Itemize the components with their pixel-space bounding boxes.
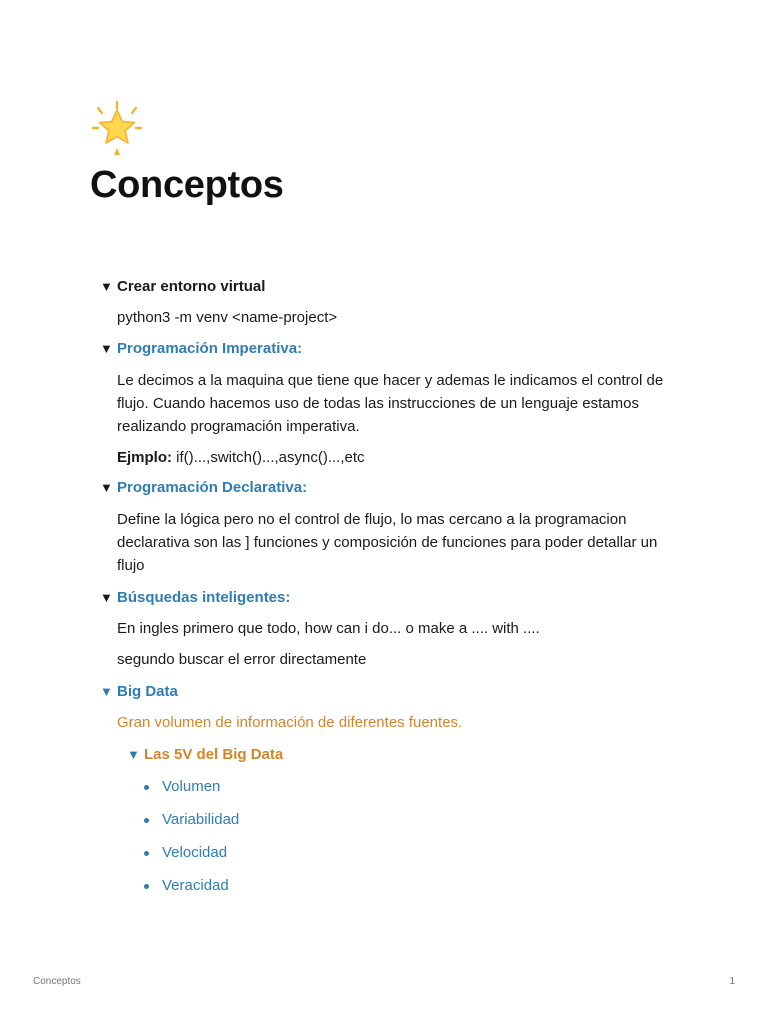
list-item: Variabilidad — [144, 809, 680, 831]
toggle-triangle-icon[interactable]: ▼ — [100, 590, 113, 605]
paragraph: Le decimos a la maquina que tiene que hacer y ademas le indicamos el control de flujo. Cuando hacemos uso de todas las instrucciones de un lenguaje estamos realizando programación imperativa. — [117, 372, 664, 435]
paragraph: segundo buscar el error directamente — [117, 651, 367, 668]
toggle-programacion-declarativa[interactable] — [100, 477, 680, 499]
toggle-title[interactable]: Programación Declarativa: — [117, 479, 308, 496]
toggle-title[interactable]: Crear entorno virtual — [117, 278, 266, 295]
page-title: Conceptos — [90, 164, 284, 206]
toggle-body — [100, 306, 680, 329]
example-label: Ejmplo: — [117, 449, 172, 466]
list-item: Veracidad — [144, 875, 680, 897]
toggle-triangle-icon[interactable]: ▼ — [100, 480, 113, 495]
footer-title: Conceptos — [33, 976, 81, 987]
toggle-triangle-icon[interactable]: ▼ — [100, 279, 113, 294]
toggle-body — [100, 508, 680, 577]
paragraph: Gran volumen de información de diferentes fuentes. — [117, 714, 463, 731]
toggle-crear-entorno-virtual[interactable] — [100, 276, 680, 298]
toggle-big-data[interactable] — [100, 681, 680, 703]
paragraph: Define la lógica pero no el control de flujo, lo mas cercano a la programacion declarativa son las ] funciones y composición de funciones para poder detallar un flujo — [117, 511, 658, 574]
paragraph: En ingles primero que todo, how can i do... o make a .... with .... — [117, 620, 540, 637]
toggle-las-5v-del-big-data[interactable] — [117, 744, 680, 766]
toggle-triangle-icon[interactable]: ▼ — [100, 684, 113, 699]
toggle-body — [100, 711, 680, 897]
toggle-programacion-imperativa[interactable] — [100, 338, 680, 360]
example-line — [117, 446, 680, 469]
toggle-busquedas-inteligentes[interactable] — [100, 587, 680, 609]
toggle-title[interactable]: Las 5V del Big Data — [144, 746, 284, 763]
footer-page-number: 1 — [729, 976, 735, 987]
toggle-body — [100, 369, 680, 469]
example-text: if()...,switch()...,async()...,etc — [172, 449, 365, 466]
toggle-title[interactable]: Búsquedas inteligentes: — [117, 589, 291, 606]
bullet-list — [117, 776, 680, 897]
toggle-title[interactable]: Big Data — [117, 683, 178, 700]
list-item: Volumen — [144, 776, 680, 798]
toggle-title[interactable]: Programación Imperativa: — [117, 340, 303, 357]
list-item: Velocidad — [144, 842, 680, 864]
paragraph: python3 -m venv <name-project> — [117, 309, 338, 326]
toggle-triangle-icon[interactable]: ▼ — [127, 747, 140, 762]
star-icon — [90, 100, 144, 156]
page-content — [100, 276, 680, 897]
toggle-triangle-icon[interactable]: ▼ — [100, 341, 113, 356]
toggle-body — [100, 617, 680, 671]
